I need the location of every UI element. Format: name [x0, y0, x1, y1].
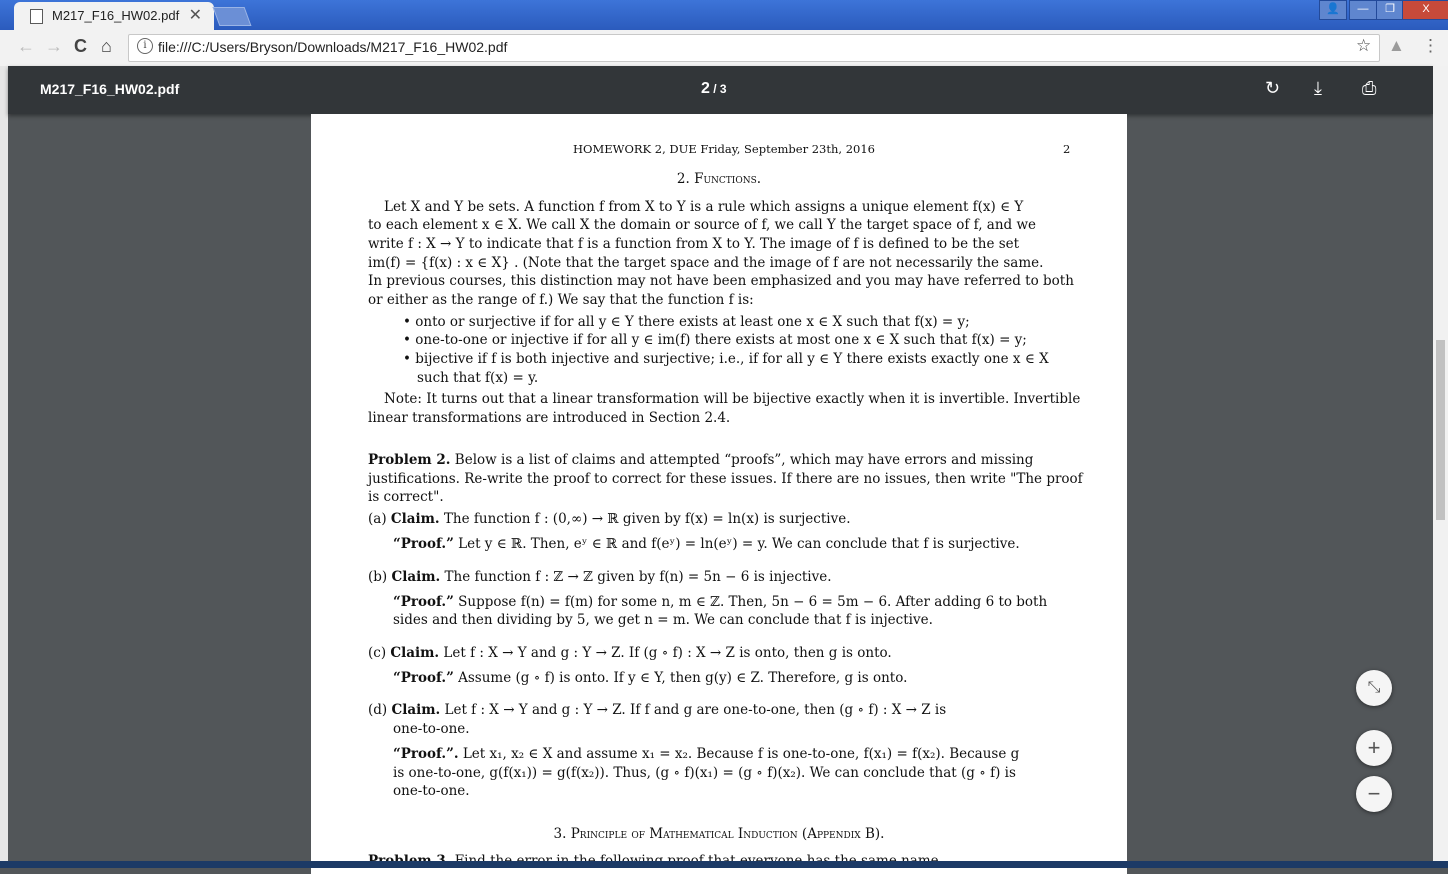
- proof-d: “Proof.”. Let x₁, x₂ ∈ X and assume x₁ = x₂. Because f is one-to-one, f(x₁) = f(x₂). Because g: [393, 746, 1020, 762]
- taskbar: [0, 861, 1448, 868]
- info-icon[interactable]: i: [137, 38, 153, 54]
- left-gutter: [0, 66, 8, 861]
- claim-b: (b) Claim. The function f : ℤ → ℤ given by f(n) = 5n − 6 is injective.: [368, 569, 832, 585]
- reload-icon[interactable]: C: [74, 36, 87, 56]
- proof-d: is one-to-one, g(f(x₁)) = g(f(x₂)). Thus, (g ∘ f)(x₁) = (g ∘ f)(x₂). We can conclude that (g ∘ f) is: [393, 765, 1016, 781]
- bullet-item: • bijective if f is both injective and surjective; i.e., if for all y ∈ Y there exists exactly one x ∈ X: [403, 351, 1049, 367]
- claim-d: (d) Claim. Let f : X → Y and g : Y → Z. If f and g are one-to-one, then (g ∘ f) : X → Z is: [368, 702, 947, 718]
- download-icon[interactable]: ⤓: [1314, 78, 1322, 98]
- scroll-thumb[interactable]: [1436, 340, 1445, 520]
- zoom-in-button[interactable]: +: [1356, 730, 1392, 766]
- claim-d: one-to-one.: [393, 721, 470, 737]
- page-total: 3: [719, 82, 727, 96]
- bullet-item-cont: such that f(x) = y.: [417, 370, 539, 386]
- proof-a: “Proof.” Let y ∈ ℝ. Then, eʸ ∈ ℝ and f(eʸ) = ln(eʸ) = y. We can conclude that f is surjective.: [393, 536, 1020, 552]
- browser-toolbar: [0, 30, 1448, 67]
- bullet-item: • one-to-one or injective if for all y ∈ im(f) there exists at most one x ∈ X such that f(x) = y;: [403, 332, 1027, 348]
- back-icon[interactable]: ←: [17, 36, 35, 56]
- tab-pdf[interactable]: [14, 2, 214, 30]
- proof-d: one-to-one.: [393, 783, 470, 799]
- drive-extension-icon[interactable]: ▲: [1388, 36, 1405, 55]
- document-icon: [30, 9, 43, 24]
- close-window-button[interactable]: X: [1402, 0, 1448, 20]
- tab-title: M217_F16_HW02.pdf: [52, 8, 180, 23]
- paragraph-line: write f : X → Y to indicate that f is a function from X to Y. The image of f is defined to be the set: [368, 236, 1020, 252]
- claim-a: (a) Claim. The function f : (0,∞) → ℝ given by f(x) = ln(x) is surjective.: [368, 511, 851, 527]
- pdf-page: [311, 114, 1127, 874]
- page-header: HOMEWORK 2, DUE Friday, September 23th, 2016: [573, 142, 875, 156]
- bookmark-star-icon[interactable]: ☆: [1356, 36, 1372, 55]
- proof-b: sides and then dividing by 5, we get n = m. We can conclude that f is injective.: [393, 612, 933, 628]
- maximize-button[interactable]: ❐: [1376, 0, 1404, 20]
- pdf-title: M217_F16_HW02.pdf: [40, 81, 180, 97]
- paragraph-line: to each element x ∈ X. We call X the domain or source of f, we call Y the target space of f, and we: [368, 217, 1036, 233]
- home-icon[interactable]: ⌂: [101, 36, 112, 56]
- scrollbar[interactable]: [1433, 66, 1448, 861]
- bullet-item: • onto or surjective if for all y ∈ Y there exists at least one x ∈ X such that f(x) = y;: [403, 314, 970, 330]
- title-bar: [0, 0, 1448, 30]
- page-separator: /: [709, 82, 720, 96]
- claim-c: (c) Claim. Let f : X → Y and g : Y → Z. If (g ∘ f) : X → Z is onto, then g is onto.: [368, 645, 892, 661]
- note-line: Note: It turns out that a linear transformation will be bijective exactly when it is invertible. Invertible: [384, 391, 1081, 407]
- page-current[interactable]: 2: [701, 80, 710, 97]
- pdf-toolbar: [8, 66, 1433, 114]
- paragraph-line: or either as the range of f.) We say that the function f is:: [368, 292, 754, 308]
- menu-icon[interactable]: ⋮: [1422, 36, 1439, 55]
- problem-line: is correct".: [368, 489, 444, 505]
- address-bar[interactable]: [128, 34, 1380, 62]
- paragraph-line: im(f) = {f(x) : x ∈ X} . (Note that the target space and the image of f are not necessarily the same.: [368, 255, 1044, 271]
- rotate-icon[interactable]: ↻: [1265, 78, 1281, 98]
- print-icon[interactable]: ⎙: [1362, 78, 1377, 98]
- paragraph-line: In previous courses, this distinction may not have been emphasized and you may have referred to both: [368, 273, 1074, 289]
- paragraph-line: Let X and Y be sets. A function f from X to Y is a rule which assigns a unique element f(x) ∈ Y: [384, 199, 1024, 215]
- user-icon[interactable]: 👤: [1319, 0, 1347, 20]
- page-number: 2: [1063, 142, 1071, 156]
- section-heading: 3. Principle of Mathematical Induction (Appendix B).: [553, 826, 885, 842]
- fit-page-button[interactable]: ⤡: [1356, 670, 1392, 706]
- forward-icon[interactable]: →: [45, 36, 63, 56]
- tab-close-icon[interactable]: ✕: [188, 7, 202, 24]
- section-heading: 2. Functions.: [676, 171, 762, 187]
- minimize-button[interactable]: —: [1349, 0, 1377, 20]
- page-indicator: [701, 80, 727, 98]
- url-text[interactable]: file:///C:/Users/Bryson/Downloads/M217_F16_HW02.pdf: [158, 39, 508, 55]
- proof-c: “Proof.” Assume (g ∘ f) is onto. If y ∈ Y, then g(y) ∈ Z. Therefore, g is onto.: [393, 670, 908, 686]
- proof-b: “Proof.” Suppose f(n) = f(m) for some n, m ∈ ℤ. Then, 5n − 6 = 5m − 6. After adding 6 to both: [393, 594, 1048, 610]
- problem-line: justifications. Re-write the proof to correct for these issues. If there are no issues, then write "The proof: [368, 471, 1083, 487]
- zoom-out-button[interactable]: −: [1356, 776, 1392, 812]
- problem-line: Problem 2. Below is a list of claims and attempted “proofs”, which may have errors and missing: [368, 452, 1034, 468]
- new-tab-button[interactable]: [213, 7, 252, 26]
- note-line: linear transformations are introduced in Section 2.4.: [368, 410, 731, 426]
